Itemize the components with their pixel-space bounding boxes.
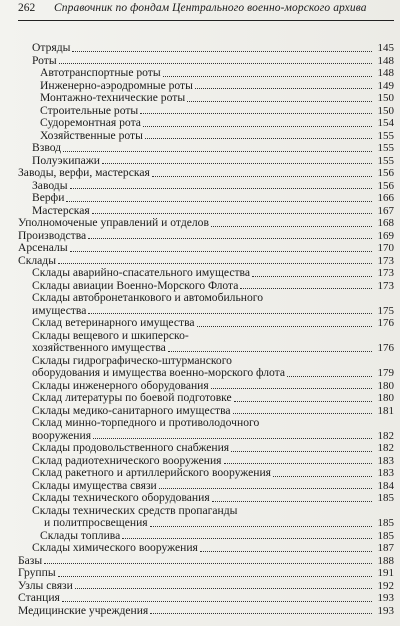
toc-entry-title: Мастерская (32, 203, 90, 217)
toc-entry-title: Взвод (32, 141, 62, 154)
dot-leader (152, 175, 372, 177)
running-head-title: Справочник по фондам Центрального военно-морского архива (54, 2, 367, 14)
dot-leader (231, 450, 372, 452)
toc-entry-title: Склады медико-санитарного имущества (32, 403, 231, 417)
toc-entry-page: 173 (377, 254, 394, 267)
toc-entry (18, 555, 394, 568)
toc-entry-page: 168 (377, 217, 394, 229)
dot-leader (150, 525, 372, 527)
dot-leader (212, 500, 372, 502)
toc-entry-title: Медицинские учреждения (18, 603, 149, 617)
toc-entry-page: 173 (377, 279, 394, 292)
toc-entry (18, 180, 394, 193)
dot-leader (211, 225, 372, 227)
toc-entry-page: 180 (377, 379, 394, 392)
toc-entry-page: 185 (377, 529, 394, 542)
toc-entry-page: 155 (377, 154, 394, 167)
toc-entry-title: Склады технического оборудования (32, 491, 210, 504)
toc-entry-page: 176 (377, 342, 394, 354)
toc-entry (18, 367, 394, 380)
toc-entry-title: Склады химического вооружения (32, 541, 198, 554)
toc-entry (18, 417, 394, 430)
dot-leader (63, 150, 372, 152)
toc-entry (18, 230, 394, 243)
toc-entry-title: Склады инженерного оборудования (32, 378, 209, 392)
toc-entry (18, 317, 394, 330)
toc-entry-title: Склады гидрографическо-штурманского (32, 353, 232, 367)
toc-entry-page: 150 (377, 92, 394, 104)
dot-leader (224, 462, 373, 464)
toc-entry-page: 183 (377, 467, 394, 479)
toc-entry-title: Группы (18, 566, 56, 579)
dot-leader (200, 550, 372, 552)
toc-entry (18, 342, 394, 355)
page-number: 262 (18, 2, 36, 14)
toc-entry-title: Узлы связи (18, 578, 73, 592)
toc-entry-title: Монтажно-технические роты (40, 91, 186, 104)
toc-entry (18, 592, 394, 605)
toc-entry (18, 267, 394, 280)
toc-entry-page: 148 (377, 67, 394, 79)
dot-leader (195, 87, 372, 89)
toc-entry (18, 467, 394, 480)
toc-entry-page: 170 (377, 242, 394, 254)
toc-entry-page: 166 (377, 192, 394, 204)
dot-leader (143, 125, 372, 127)
toc-entry-title: Склады топлива (40, 528, 121, 542)
toc-entry-title: Склад ракетного и артиллерийского вооружения (32, 466, 272, 479)
toc-entry (18, 292, 394, 305)
toc-entry (18, 567, 394, 580)
toc-entry-title: Склад радиотехнического вооружения (32, 453, 222, 467)
toc-entry-page: 145 (377, 42, 394, 54)
toc-entry-page: 176 (377, 317, 394, 329)
toc-entry-page: 167 (377, 204, 394, 217)
toc-entry (18, 130, 394, 143)
toc-entry-title: Склады авиации Военно-Морского Флота (32, 278, 239, 292)
dot-leader (59, 62, 372, 64)
dot-leader (93, 437, 372, 439)
toc-entry-page: 184 (377, 479, 394, 492)
table-of-contents (18, 42, 394, 617)
toc-entry (18, 492, 394, 505)
toc-entry-title: Станция (18, 591, 60, 604)
toc-entry-title: имущества (32, 303, 87, 317)
toc-entry-title: Производства (18, 228, 87, 242)
dot-leader (234, 400, 372, 402)
running-head (18, 2, 394, 21)
dot-leader (58, 262, 372, 264)
toc-entry (18, 217, 394, 230)
dot-leader (168, 350, 372, 352)
toc-entry (18, 117, 394, 130)
toc-entry-page: 175 (377, 304, 394, 317)
dot-leader (287, 375, 372, 377)
toc-entry-page: 182 (377, 442, 394, 454)
dot-leader (233, 412, 372, 414)
toc-entry-page: 185 (377, 492, 394, 504)
dot-leader (140, 112, 372, 114)
toc-entry-page: 173 (377, 267, 394, 279)
toc-entry (18, 580, 394, 593)
dot-leader (58, 575, 372, 577)
dot-leader (187, 100, 372, 102)
toc-entry (18, 542, 394, 555)
toc-entry (18, 42, 394, 55)
toc-entry-title: Склады автобронетанкового и автомобильного (32, 291, 264, 304)
toc-entry-page: 191 (377, 567, 394, 579)
dot-leader (88, 237, 372, 239)
toc-entry-page: 148 (377, 54, 394, 67)
dot-leader (88, 312, 372, 314)
dot-leader (197, 325, 372, 327)
toc-entry-title: Верфи (32, 191, 65, 204)
toc-entry-page: 182 (377, 429, 394, 442)
dot-leader (62, 600, 372, 602)
toc-entry-page: 149 (377, 79, 394, 92)
toc-entry-page: 192 (377, 579, 394, 592)
toc-entry (18, 167, 394, 180)
toc-entry-title: Заводы (32, 178, 68, 192)
toc-entry (18, 92, 394, 105)
toc-entry (18, 142, 394, 155)
toc-entry-title: Склады технических средств пропаганды (32, 503, 238, 517)
toc-entry-page: 193 (377, 592, 394, 604)
toc-entry-title: Склады (18, 253, 56, 267)
toc-entry-page: 188 (377, 554, 394, 567)
dot-leader (44, 562, 372, 564)
dot-leader (159, 487, 372, 489)
toc-entry (18, 517, 394, 530)
dot-leader (252, 275, 372, 277)
dot-leader (72, 50, 372, 52)
dot-leader (163, 75, 372, 77)
toc-entry-title: Склад минно-торпедного и противолодочного (32, 416, 260, 429)
toc-entry-page: 150 (377, 104, 394, 117)
dot-leader (273, 475, 372, 477)
toc-entry (18, 605, 394, 618)
dot-leader (211, 387, 372, 389)
dot-leader (240, 287, 372, 289)
dot-leader (75, 587, 372, 589)
toc-entry (18, 442, 394, 455)
dot-leader (145, 137, 372, 139)
toc-entry (18, 392, 394, 405)
toc-entry-page: 155 (377, 129, 394, 142)
toc-entry-title: хозяйственного имущества (32, 341, 166, 354)
toc-entry-page: 185 (377, 517, 394, 529)
toc-entry (18, 192, 394, 205)
toc-entry-title: Автотранспортные роты (40, 66, 161, 79)
toc-entry-title: Базы (18, 553, 43, 567)
toc-entry-page: 181 (377, 404, 394, 417)
toc-entry-title: Заводы, верфи, мастерская (18, 166, 150, 179)
toc-entry-page: 187 (377, 542, 394, 554)
dot-leader (122, 537, 372, 539)
toc-entry-title: Склад литературы по боевой подготовке (32, 391, 232, 404)
toc-entry-page: 156 (377, 167, 394, 179)
toc-entry-title: Склады аварийно-спасательного имущества (32, 266, 251, 279)
dot-leader (102, 162, 372, 164)
toc-entry-title: Роты (32, 53, 57, 67)
toc-entry-page: 180 (377, 392, 394, 404)
toc-entry-title: Уполномоченые управлений и отделов (18, 216, 209, 229)
dot-leader (150, 612, 372, 614)
toc-entry-page: 179 (377, 367, 394, 379)
dot-leader (70, 250, 372, 252)
toc-entry (18, 242, 394, 255)
toc-entry-title: и политпросвещения (44, 516, 148, 529)
dot-leader (92, 212, 372, 214)
toc-entry-title: вооружения (32, 428, 92, 442)
toc-entry-title: Инженерно-аэродромные роты (40, 78, 193, 92)
dot-leader (70, 187, 373, 189)
toc-entry-page: 193 (377, 604, 394, 617)
toc-entry-title: Склады продовольственного снабжения (32, 441, 230, 454)
toc-entry-title: Хозяйственные роты (40, 128, 143, 142)
toc-entry-title: Полуэкипажи (32, 153, 100, 167)
toc-entry-page: 169 (377, 229, 394, 242)
toc-entry-title: Строительные роты (40, 103, 139, 117)
toc-entry-title: Склад ветеринарного имущества (32, 316, 195, 329)
toc-entry-title: Судоремонтная рота (40, 116, 141, 129)
toc-entry-page: 154 (377, 117, 394, 129)
toc-entry-title: оборудования и имущества военно-морского флота (32, 366, 286, 379)
toc-entry-page: 183 (377, 454, 394, 467)
toc-entry-title: Арсеналы (18, 241, 68, 254)
toc-entry-title: Склады вещевого и шкиперско- (32, 328, 189, 342)
toc-entry-title: Отряды (32, 41, 71, 54)
toc-entry-page: 156 (377, 179, 394, 192)
dot-leader (66, 200, 372, 202)
toc-entry-title: Склады имущества связи (32, 478, 157, 492)
toc-entry-page: 155 (377, 142, 394, 154)
toc-entry (18, 67, 394, 80)
